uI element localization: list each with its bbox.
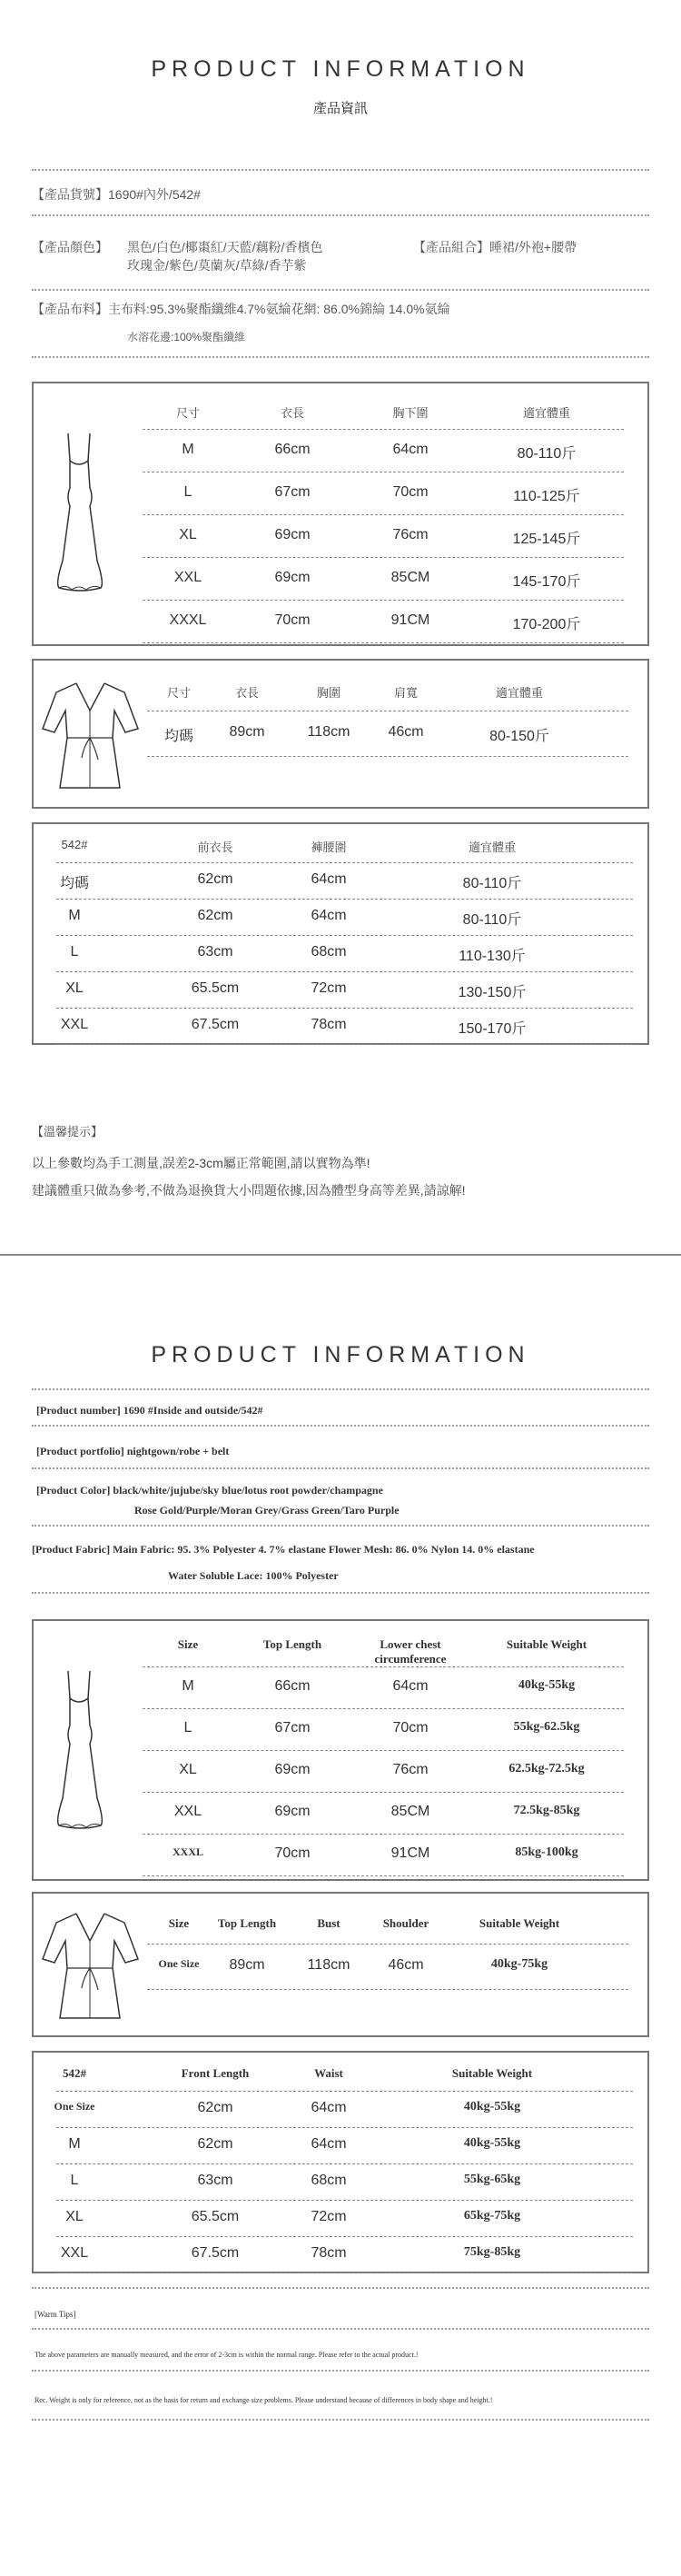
- column-header: Lower chest circumference: [374, 1637, 447, 1666]
- product-number: 【產品貨號】1690#內外/542#: [32, 187, 201, 202]
- size-cell: XXXL: [169, 612, 207, 628]
- table-cell: 46cm: [388, 724, 424, 740]
- size-table: [47, 824, 642, 1047]
- table-cell: 40kg-75kg: [490, 1957, 548, 1971]
- table-cell: 64cm: [311, 908, 347, 923]
- table-cell: 70cm: [392, 483, 429, 500]
- color-line-1: 黑色/白色/椰棗紅/天藍/藕粉/香檳色: [127, 240, 323, 254]
- page-title: PRODUCT INFORMATION: [151, 1342, 530, 1368]
- row-divider: [143, 1708, 624, 1709]
- column-header: Size: [177, 1637, 199, 1651]
- size-table-542: [32, 2051, 649, 2273]
- size-cell: 均碼: [163, 729, 193, 744]
- column-header: 542#: [63, 2066, 86, 2080]
- table-cell: 62.5kg-72.5kg: [508, 1762, 585, 1775]
- row-divider: [56, 899, 633, 900]
- table-cell: 64cm: [311, 871, 347, 887]
- table-cell: 72.5kg-85kg: [513, 1804, 580, 1817]
- column-header: 衣長: [234, 686, 259, 700]
- table-cell: 67cm: [274, 483, 311, 500]
- row-divider: [56, 862, 633, 863]
- size-table-robe: [32, 1892, 649, 2037]
- table-cell: 65.5cm: [191, 2209, 240, 2224]
- table-cell: 85kg-100kg: [515, 1845, 578, 1859]
- portfolio: [Product portfolio] nightgown/robe + belt: [36, 1445, 230, 1457]
- table-cell: 91CM: [390, 612, 430, 628]
- column-header: 肩寬: [393, 686, 418, 700]
- row-divider: [56, 2236, 633, 2237]
- size-cell: XXXL: [172, 1845, 203, 1858]
- row-divider: [56, 935, 633, 936]
- fabric-line-2: 水溶花邊:100%聚酯纖維: [127, 331, 246, 343]
- tips-line-1: 以上參數均為手工測量,誤差2-3cm屬正常範圍,請以實物為準!: [32, 1156, 370, 1170]
- product-number: [Product number] 1690 #Inside and outside/542#: [36, 1404, 263, 1417]
- size-cell: M: [182, 441, 194, 457]
- portfolio: 【產品組合】睡裙/外袍+腰帶: [413, 240, 577, 254]
- size-cell: L: [70, 944, 79, 960]
- table-cell: 85CM: [390, 569, 430, 585]
- tips-line-1: The above parameters are manually measured, and the error of 2-3cm is within the normal range. Please refer to the actual product.!: [35, 2351, 419, 2359]
- column-header: Front Length: [181, 2066, 250, 2080]
- color-line-1: [Product Color] black/white/jujube/sky blue/lotus root powder/champagne: [36, 1484, 383, 1497]
- table-cell: 145-170斤: [512, 573, 581, 590]
- column-header: Bust: [317, 1916, 340, 1930]
- color-label: 【產品顏色】: [32, 240, 108, 254]
- table-cell: 72cm: [311, 980, 347, 996]
- size-cell: XL: [65, 980, 84, 996]
- column-header: 尺寸: [175, 406, 200, 420]
- column-header: Size: [168, 1916, 190, 1930]
- size-cell: L: [183, 483, 192, 500]
- cn-section: [0, 0, 681, 1245]
- row-divider: [143, 1666, 624, 1667]
- table-cell: 150-170斤: [458, 1021, 527, 1037]
- tips-label: [Warm Tips]: [35, 2310, 76, 2319]
- tips-line-2: 建議體重只做為參考,不做為退換貨大小問題依據,因為體型身高等差異,請諒解!: [32, 1183, 466, 1198]
- table-cell: 64cm: [392, 1678, 429, 1694]
- size-table: [47, 2053, 642, 2275]
- size-table-542: [32, 822, 649, 1045]
- divider: [32, 214, 649, 216]
- table-cell: 110-125斤: [513, 488, 580, 504]
- table-cell: 130-150斤: [458, 985, 527, 1000]
- table-cell: 40kg-55kg: [463, 2100, 521, 2114]
- table-cell: 68cm: [311, 944, 347, 960]
- divider: [32, 1425, 649, 1427]
- tips-label: 【溫馨提示】: [32, 1125, 104, 1139]
- table-cell: 62cm: [197, 871, 233, 887]
- table-cell: 55kg-62.5kg: [513, 1720, 580, 1734]
- column-header: 褲腰圍: [311, 840, 347, 854]
- table-cell: 66cm: [274, 441, 311, 457]
- size-table: [147, 1903, 637, 2034]
- table-cell: 69cm: [274, 1804, 311, 1819]
- tips-line-2: Rec. Weight is only for reference, not as the basis for return and exchange size problems. Please understand because of differences in body shape and height.!: [35, 2396, 493, 2404]
- size-cell: M: [68, 2136, 81, 2152]
- size-table-nightgown: [32, 1619, 649, 1881]
- row-divider: [143, 600, 624, 601]
- size-table-robe: [32, 659, 649, 809]
- divider: [32, 2328, 649, 2330]
- table-cell: 76cm: [392, 1762, 429, 1777]
- size-cell: L: [70, 2173, 79, 2188]
- column-header: 尺寸: [166, 686, 191, 700]
- row-divider: [56, 2200, 633, 2201]
- size-cell: M: [68, 908, 81, 923]
- page-subtitle: 產品資訊: [312, 101, 368, 116]
- row-divider: [143, 642, 624, 643]
- column-header: 適宜體重: [522, 406, 570, 420]
- table-cell: 75kg-85kg: [463, 2245, 521, 2259]
- page-title: PRODUCT INFORMATION: [151, 56, 530, 82]
- divider: [32, 289, 649, 291]
- column-header: 胸下圍: [392, 406, 429, 420]
- table-cell: 125-145斤: [512, 531, 581, 547]
- table-cell: 91CM: [390, 1845, 430, 1861]
- divider: [32, 356, 649, 358]
- table-cell: 64cm: [392, 441, 429, 457]
- divider: [32, 1467, 649, 1469]
- table-cell: 78cm: [311, 2245, 347, 2261]
- row-divider: [143, 1792, 624, 1793]
- table-cell: 40kg-55kg: [463, 2136, 521, 2150]
- size-cell: One Size: [54, 2100, 95, 2113]
- size-table: [143, 1630, 633, 1877]
- size-cell: XXL: [60, 1017, 89, 1032]
- column-header: Top Length: [262, 1637, 322, 1651]
- table-cell: 62cm: [197, 908, 233, 923]
- size-cell: M: [182, 1678, 194, 1694]
- table-cell: 69cm: [274, 526, 311, 542]
- table-cell: 62cm: [197, 2100, 233, 2115]
- table-cell: 46cm: [388, 1957, 424, 1973]
- row-divider: [143, 1750, 624, 1751]
- divider: [32, 1592, 649, 1594]
- row-divider: [143, 514, 624, 515]
- column-header: Suitable Weight: [479, 1916, 560, 1930]
- row-divider: [56, 1008, 633, 1009]
- fabric-line-1: [Product Fabric] Main Fabric: 95. 3% Polyester 4. 7% elastane Flower Mesh: 86. 0% Nylon 14. 0% elastane: [32, 1543, 535, 1556]
- row-divider: [143, 1834, 624, 1835]
- table-cell: 63cm: [197, 944, 233, 960]
- fabric-line-1: 【產品布料】主布料:95.3%聚酯纖維4.7%氨綸花網: 86.0%錦綸 14.0%氨綸: [32, 302, 450, 316]
- row-divider: [56, 971, 633, 972]
- table-cell: 78cm: [311, 1017, 347, 1032]
- column-header: Shoulder: [382, 1916, 429, 1930]
- table-cell: 67.5cm: [191, 1017, 240, 1032]
- size-cell: XXL: [173, 1804, 202, 1819]
- column-header: 胸圍: [316, 686, 340, 700]
- divider: [32, 2419, 649, 2421]
- column-header: 衣長: [280, 406, 304, 420]
- nightgown-icon: [44, 1662, 117, 1835]
- color-line-2: Rose Gold/Purple/Moran Grey/Grass Green/Taro Purple: [134, 1504, 400, 1517]
- table-cell: 69cm: [274, 1762, 311, 1777]
- table-cell: 110-130斤: [459, 949, 526, 964]
- table-cell: 62cm: [197, 2136, 233, 2152]
- divider: [32, 1525, 649, 1527]
- table-cell: 67cm: [274, 1720, 311, 1736]
- color-line-2: 玫瑰金/紫色/莫蘭灰/草綠/香芋紫: [127, 258, 307, 273]
- size-table-nightgown: [32, 382, 649, 646]
- table-cell: 40kg-55kg: [518, 1678, 576, 1692]
- table-cell: 68cm: [311, 2173, 347, 2188]
- table-cell: 80-150斤: [489, 729, 549, 744]
- table-cell: 80-110斤: [462, 912, 522, 928]
- column-header: 適宜體重: [468, 840, 516, 854]
- row-divider: [147, 756, 628, 757]
- row-divider: [56, 1044, 633, 1045]
- table-cell: 118cm: [307, 724, 350, 740]
- column-header: 542#: [61, 838, 88, 851]
- table-cell: 89cm: [229, 1957, 265, 1973]
- size-cell: L: [183, 1720, 192, 1736]
- column-header: Suitable Weight: [506, 1637, 587, 1651]
- divider: [32, 1388, 649, 1390]
- divider: [32, 169, 649, 171]
- size-cell: One Size: [158, 1957, 200, 1970]
- en-section: [0, 1254, 681, 2576]
- column-header: Top Length: [217, 1916, 277, 1930]
- table-cell: 76cm: [392, 526, 429, 542]
- table-cell: 85CM: [390, 1804, 430, 1819]
- size-cell: XL: [179, 1762, 197, 1777]
- size-cell: XL: [65, 2209, 84, 2224]
- table-cell: 170-200斤: [512, 616, 581, 632]
- table-cell: 70cm: [274, 1845, 311, 1861]
- table-cell: 63cm: [197, 2173, 233, 2188]
- table-cell: 65.5cm: [191, 980, 240, 996]
- table-cell: 64cm: [311, 2100, 347, 2115]
- table-cell: 80-110斤: [517, 445, 577, 462]
- row-divider: [56, 2127, 633, 2128]
- row-divider: [143, 429, 624, 430]
- table-cell: 65kg-75kg: [463, 2209, 521, 2223]
- size-table: [143, 393, 633, 642]
- table-cell: 80-110斤: [462, 876, 522, 891]
- table-cell: 118cm: [307, 1957, 350, 1973]
- table-cell: 69cm: [274, 569, 311, 585]
- row-divider: [143, 1875, 624, 1876]
- table-cell: 70cm: [274, 612, 311, 628]
- size-cell: XXL: [60, 2245, 89, 2261]
- divider: [32, 2287, 649, 2289]
- divider: [32, 2370, 649, 2372]
- table-cell: 72cm: [311, 2209, 347, 2224]
- table-cell: 89cm: [229, 724, 265, 740]
- row-divider: [56, 2163, 633, 2164]
- size-cell: XXL: [173, 569, 202, 585]
- size-cell: XL: [179, 526, 197, 542]
- table-cell: 64cm: [311, 2136, 347, 2152]
- size-table: [147, 670, 637, 806]
- nightgown-icon: [44, 424, 117, 597]
- column-header: 前衣長: [197, 840, 233, 854]
- table-cell: 55kg-65kg: [463, 2173, 521, 2186]
- table-cell: 67.5cm: [191, 2245, 240, 2261]
- column-header: 適宜體重: [495, 686, 543, 700]
- column-header: Suitable Weight: [451, 2066, 533, 2080]
- fabric-line-2: Water Soluble Lace: 100% Polyester: [168, 1569, 339, 1582]
- table-cell: 66cm: [274, 1678, 311, 1694]
- row-divider: [147, 1989, 628, 1990]
- row-divider: [56, 2091, 633, 2092]
- column-header: Waist: [314, 2066, 343, 2080]
- table-cell: 70cm: [392, 1720, 429, 1736]
- size-cell: 均碼: [59, 876, 89, 891]
- row-divider: [143, 557, 624, 558]
